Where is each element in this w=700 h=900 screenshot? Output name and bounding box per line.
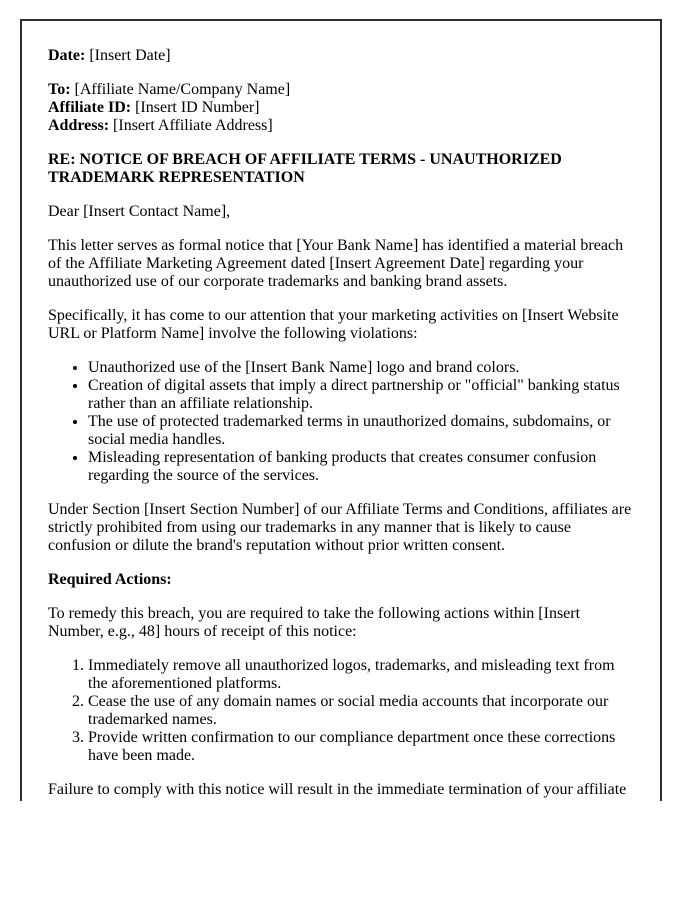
letter-document bbox=[20, 19, 662, 801]
violation-item: • Unauthorized use of the [Insert Bank Name] logo and brand colors. bbox=[88, 359, 634, 377]
violations-intro-paragraph: Specifically, it has come to our attention that your marketing activities on [Insert Website URL or Platform Name] involve the following violations: bbox=[48, 307, 619, 342]
date-line bbox=[48, 47, 634, 65]
to-value: [Affiliate Name/Company Name] bbox=[74, 81, 291, 98]
address-label: Address: bbox=[48, 117, 110, 134]
affiliate-id-value: [Insert ID Number] bbox=[135, 99, 260, 116]
violation-item: • The use of protected trademarked terms in unauthorized domains, subdomains, or social media handles. bbox=[88, 413, 634, 449]
action-item: 3. Provide written confirmation to our compliance department once these corrections have been made. bbox=[88, 729, 634, 765]
actions-list bbox=[48, 657, 634, 765]
violation-item: • Misleading representation of banking products that creates consumer confusion regarding the source of the services. bbox=[88, 449, 634, 485]
remedy-paragraph: To remedy this breach, you are required to take the following actions within [Insert Number, e.g., 48] hours of receipt of this notice: bbox=[48, 605, 581, 640]
action-item: 1. Immediately remove all unauthorized logos, trademarks, and misleading text from the aforementioned platforms. bbox=[88, 657, 634, 693]
to-label: To: bbox=[48, 81, 71, 98]
date-label: Date: bbox=[48, 47, 86, 64]
intro-paragraph: This letter serves as formal notice that [Your Bank Name] has identified a material breach of the Affiliate Marketing Agreement dated [Insert Agreement Date] regarding your unauthorized use of our corporate trademarks and banking brand assets. bbox=[48, 237, 624, 290]
date-value: [Insert Date] bbox=[89, 47, 171, 64]
terms-paragraph: Under Section [Insert Section Number] of our Affiliate Terms and Conditions, affiliates are strictly prohibited from using our trademarks in any manner that is likely to cause confusion or dilute the brand's reputation without prior written consent. bbox=[48, 501, 632, 554]
required-actions-heading: Required Actions: bbox=[48, 571, 172, 588]
violations-list bbox=[48, 359, 634, 485]
salutation: Dear [Insert Contact Name], bbox=[48, 203, 231, 220]
address-value: [Insert Affiliate Address] bbox=[113, 117, 273, 134]
subject-heading: RE: NOTICE OF BREACH OF AFFILIATE TERMS - UNAUTHORIZED TRADEMARK REPRESENTATION bbox=[48, 151, 562, 186]
recipient-block bbox=[48, 81, 634, 135]
failure-paragraph: Failure to comply with this notice will result in the immediate termination of your affiliate bbox=[48, 781, 627, 798]
action-item: 2. Cease the use of any domain names or social media accounts that incorporate our trademarked names. bbox=[88, 693, 634, 729]
violation-item: • Creation of digital assets that imply a direct partnership or "official" banking status rather than an affiliate relationship. bbox=[88, 377, 634, 413]
affiliate-id-label: Affiliate ID: bbox=[48, 99, 132, 116]
